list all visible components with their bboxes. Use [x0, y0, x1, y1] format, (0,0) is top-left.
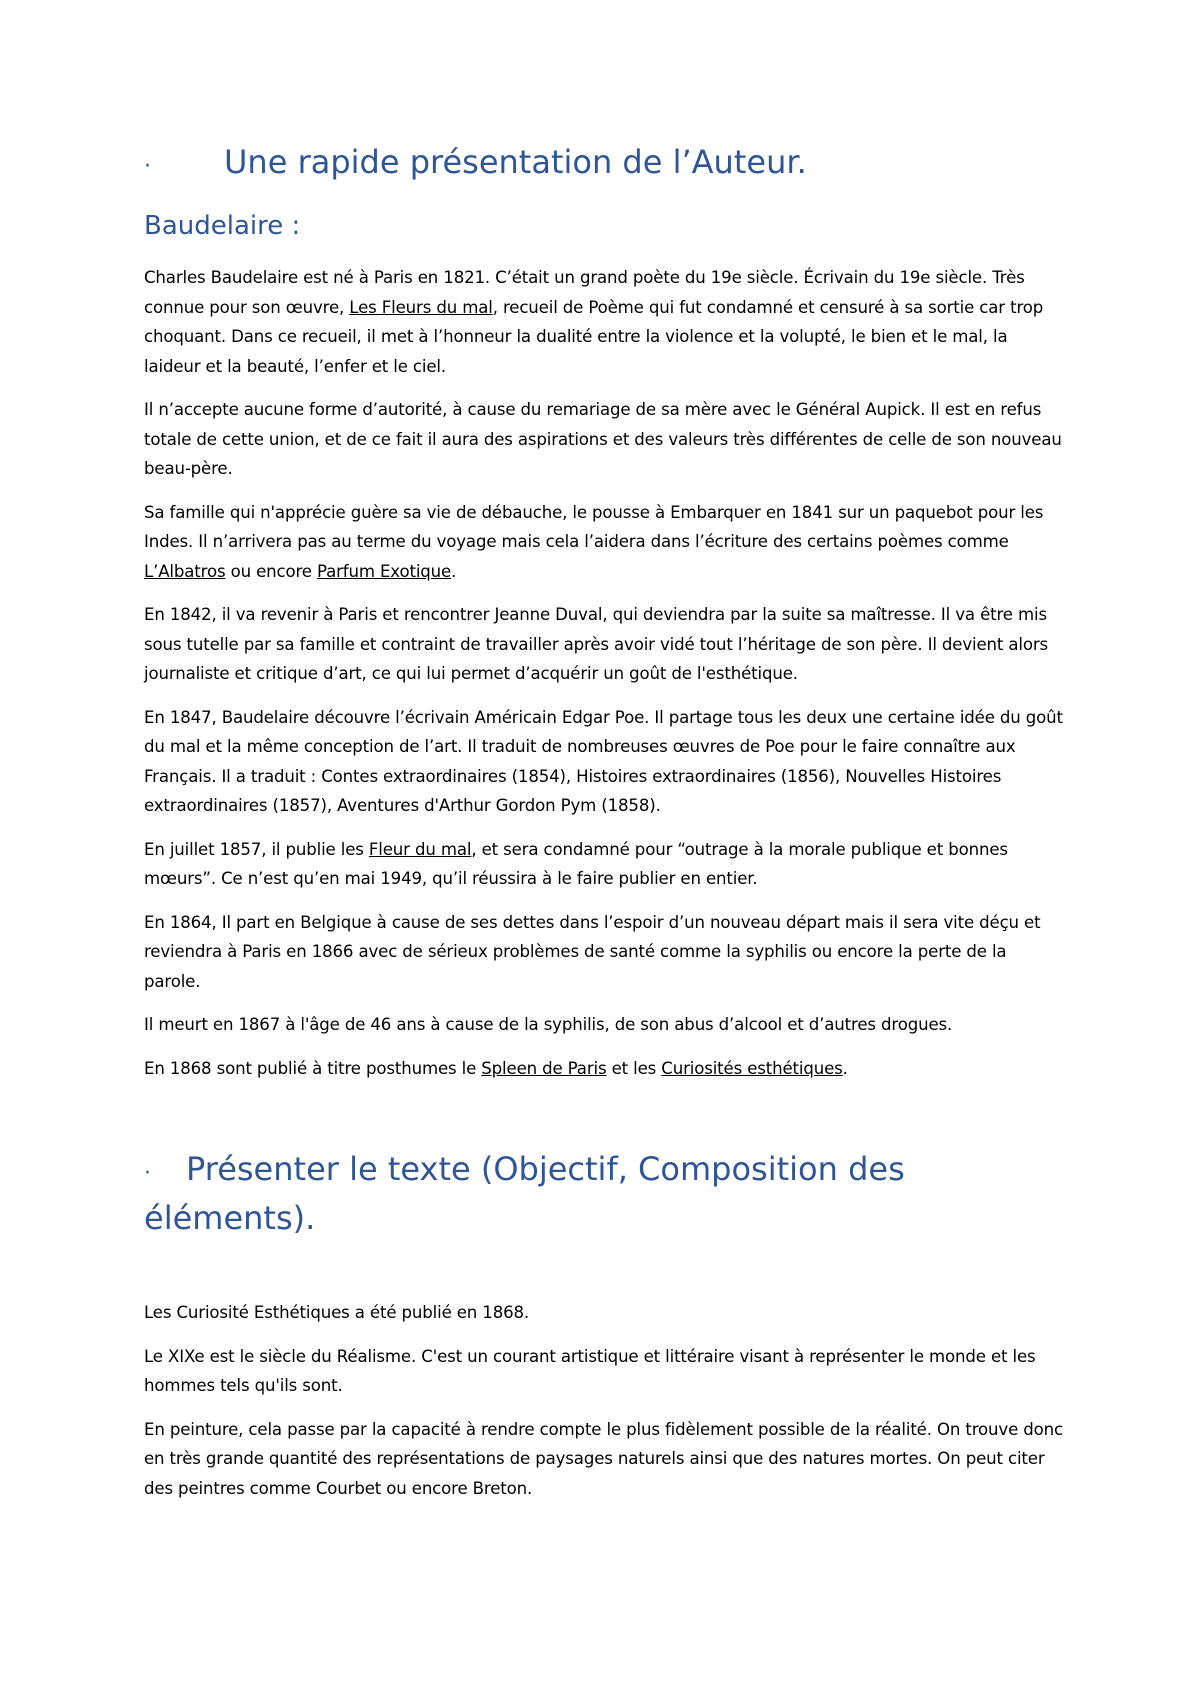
paragraph-famille: Sa famille qui n'apprécie guère sa vie de débauche, le pousse à Embarquer en 1841 sur un paquebot pour les Indes. Il n’arrivera pas au terme du voyage mais cela l’aidera dans l’écriture des certains poèmes comme L’Albatros ou encore Parfum Exotique.	[144, 502, 1044, 581]
paragraph-1864: En 1864, Il part en Belgique à cause de ses dettes dans l’espoir d’un nouveau départ mais il sera vite déçu et reviendra à Paris en 1866 avec de sérieux problèmes de santé comme la syphilis ou encore la perte de la parole.	[144, 912, 1041, 991]
heading-text: Une rapide présentation de l’Auteur.	[224, 143, 807, 181]
section-heading-author	[144, 140, 1064, 189]
heading-text: Présenter le texte (Objectif, Composition des éléments).	[144, 1150, 905, 1237]
paragraph-1867: Il meurt en 1867 à l'âge de 46 ans à cause de la syphilis, de son abus d’alcool et d’autres drogues.	[144, 1015, 953, 1034]
paragraph-1857: En juillet 1857, il publie les Fleur du mal, et sera condamné pour “outrage à la morale publique et bonnes mœurs”. Ce n’est qu’en mai 1949, qu’il réussira à le faire publier en entier.	[144, 839, 1008, 888]
paragraph-realisme: Le XIXe est le siècle du Réalisme. C'est un courant artistique et littéraire visant à représenter le monde et les hommes tels qu'ils sont.	[144, 1346, 1036, 1395]
title-les-fleurs-du-mal: Les Fleurs du mal	[349, 297, 493, 317]
paragraph-1842: En 1842, il va revenir à Paris et rencontrer Jeanne Duval, qui deviendra par la suite sa maîtresse. Il va être mis sous tutelle par sa famille et contraint de travailler après avoir vidé tout l’héritage de son père. Il devient alors journaliste et critique d’art, ce qui lui permet d’acquérir un goût de l'esthétique.	[144, 605, 1049, 683]
title-spleen-de-paris: Spleen de Paris	[481, 1058, 607, 1078]
paragraph-1868: En 1868 sont publié à titre posthumes le Spleen de Paris et les Curiosités esthétiques.	[144, 1058, 848, 1078]
bullet-glyph: ·	[144, 1161, 151, 1186]
document-page	[144, 140, 1064, 1517]
paragraph-autorite: Il n’accepte aucune forme d’autorité, à cause du remariage de sa mère avec le Général Aupick. Il est en refus totale de cette union, et de ce fait il aura des aspirations et des valeurs très différentes de celle de son nouveau beau-père.	[144, 400, 1062, 478]
title-curiosites-esthetiques: Curiosités esthétiques	[661, 1058, 843, 1078]
subheading-baudelaire: Baudelaire :	[144, 211, 301, 241]
paragraph-curiosite: Les Curiosité Esthétiques a été publié en 1868.	[144, 1303, 530, 1322]
paragraph-intro: Charles Baudelaire est né à Paris en 1821. C’était un grand poète du 19e siècle. Écrivain du 19e siècle. Très connue pour son œuvre, Les Fleurs du mal, recueil de Poème qui fut condamné et censuré à sa sortie car trop choquant. Dans ce recueil, il met à l’honneur la dualité entre la violence et la volupté, le bien et le mal, la laideur et la beauté, l’enfer et le ciel.	[144, 268, 1044, 376]
title-parfum-exotique: Parfum Exotique	[316, 561, 452, 581]
bullet-glyph: ·	[144, 154, 151, 179]
title-fleur-du-mal: Fleur du mal	[368, 839, 472, 859]
section-heading-texte	[144, 1147, 1064, 1240]
paragraph-peinture: En peinture, cela passe par la capacité à rendre compte le plus fidèlement possible de la réalité. On trouve donc en très grande quantité des représentations de paysages naturels ainsi que des natures mortes. On peut citer des peintres comme Courbet ou encore Breton.	[144, 1419, 1064, 1498]
title-l-albatros: L’Albatros	[144, 561, 226, 581]
paragraph-1847: En 1847, Baudelaire découvre l’écrivain Américain Edgar Poe. Il partage tous les deux une certaine idée du goût du mal et la même conception de l’art. Il traduit de nombreuses œuvres de Poe pour le faire connaître aux Français. Il a traduit : Contes extraordinaires (1854), Histoires extraordinaires (1856), Nouvelles Histoires extraordinaires (1857), Aventures d'Arthur Gordon Pym (1858).	[144, 707, 1063, 815]
